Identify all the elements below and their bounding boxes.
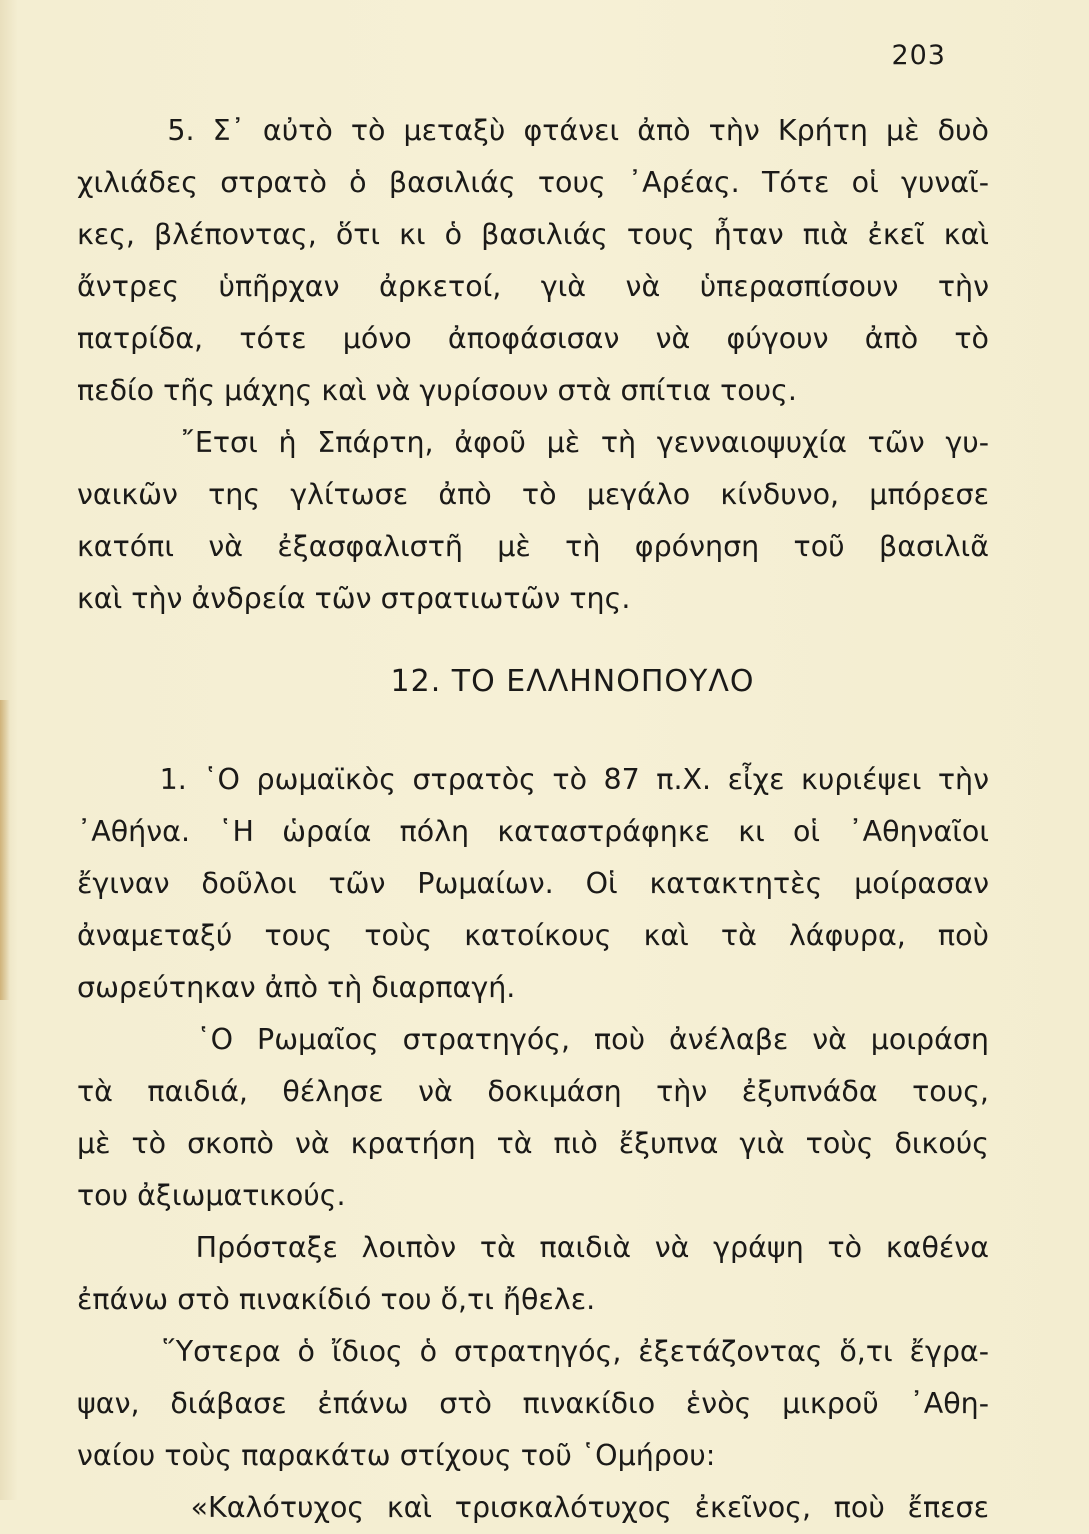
text-line: ἐπάνω στὸ πινακίδιό του ὅ,τι ἤθελε. — [77, 1283, 596, 1316]
text-line: σωρεύτηκαν ἀπὸ τὴ διαρπαγή. — [77, 971, 516, 1004]
text-line: «Καλότυχος καὶ τρισκαλότυχος ἐκεῖνος, ποὺ ἔπεσε — [77, 1491, 989, 1524]
text-block-part2 — [77, 754, 989, 1534]
text-line: του ἀξιωματικούς. — [77, 1179, 346, 1212]
text-line: πεδίο τῆς μάχης καὶ νὰ γυρίσουν στὰ σπίτια τους. — [77, 374, 797, 407]
section-title — [0, 656, 1089, 708]
text-line: πατρίδα, τότε μόνο ἀποφάσισαν νὰ φύγουν ἀπὸ τὸ — [77, 322, 989, 355]
text-line: ῞Υστερα ὁ ἴδιος ὁ στρατηγός, ἐξετάζοντας ὅ,τι ἔγρα- — [77, 1335, 989, 1368]
text-line: ἄντρες ὑπῆρχαν ἀρκετοί, γιὰ νὰ ὑπερασπίσουν τὴν — [77, 270, 989, 303]
text-line: 5. Σ᾿ αὐτὸ τὸ μεταξὺ φτάνει ἀπὸ τὴν Κρήτη μὲ δυὸ — [77, 114, 989, 147]
text-line: τὰ παιδιά, θέλησε νὰ δοκιμάση τὴν ἐξυπνάδα τους, — [77, 1075, 989, 1108]
text-line: μὲ τὸ σκοπὸ νὰ κρατήση τὰ πιὸ ἔξυπνα γιὰ τοὺς δικούς — [77, 1127, 989, 1160]
text-line: Πρόσταξε λοιπὸν τὰ παιδιὰ νὰ γράψη τὸ καθένα — [77, 1231, 989, 1264]
page-number: 203 — [891, 40, 946, 71]
section-title-text: 12. ΤΟ ΕΛΛΗΝΟΠΟΥΛΟ — [390, 664, 755, 699]
text-line: ᾿Αθήνα. ῾Η ὡραία πόλη καταστράφηκε κι οἱ ᾿Αθηναῖοι — [77, 815, 989, 848]
text-line: κες, βλέποντας, ὅτι κι ὁ βασιλιάς τους ἦταν πιὰ ἐκεῖ καὶ — [77, 218, 989, 251]
text-line: ἀναμεταξύ τους τοὺς κατοίκους καὶ τὰ λάφυρα, ποὺ — [77, 919, 989, 952]
text-line: ναικῶν της γλίτωσε ἀπὸ τὸ μεγάλο κίνδυνο, μπόρεσε — [77, 478, 989, 511]
text-line: ῾Ο Ρωμαῖος στρατηγός, ποὺ ἀνέλαβε νὰ μοιράση — [77, 1023, 989, 1056]
text-line: χιλιάδες στρατὸ ὁ βασιλιάς τους ᾿Αρέας. Τότε οἱ γυναῖ- — [77, 166, 989, 199]
text-line: 1. ῾Ο ρωμαϊκὸς στρατὸς τὸ 87 π.Χ. εἶχε κυριέψει τὴν — [77, 763, 989, 796]
page-edge-stain — [0, 700, 10, 1000]
text-block-part1 — [77, 105, 989, 625]
text-line: ῎Ετσι ἡ Σπάρτη, ἀφοῦ μὲ τὴ γενναιοψυχία τῶν γυ- — [77, 426, 989, 459]
text-line: ψαν, διάβασε ἐπάνω στὸ πινακίδιο ἑνὸς μικροῦ ᾿Αθη- — [77, 1387, 989, 1420]
text-line: κατόπι νὰ ἐξασφαλιστῆ μὲ τὴ φρόνηση τοῦ βασιλιᾶ — [77, 530, 989, 563]
text-line: ναίου τοὺς παρακάτω στίχους τοῦ ῾Ομήρου: — [77, 1439, 716, 1472]
text-line: ἔγιναν δοῦλοι τῶν Ρωμαίων. Οἱ κατακτητὲς μοίρασαν — [77, 867, 989, 900]
text-line: καὶ τὴν ἀνδρεία τῶν στρατιωτῶν της. — [77, 582, 631, 615]
